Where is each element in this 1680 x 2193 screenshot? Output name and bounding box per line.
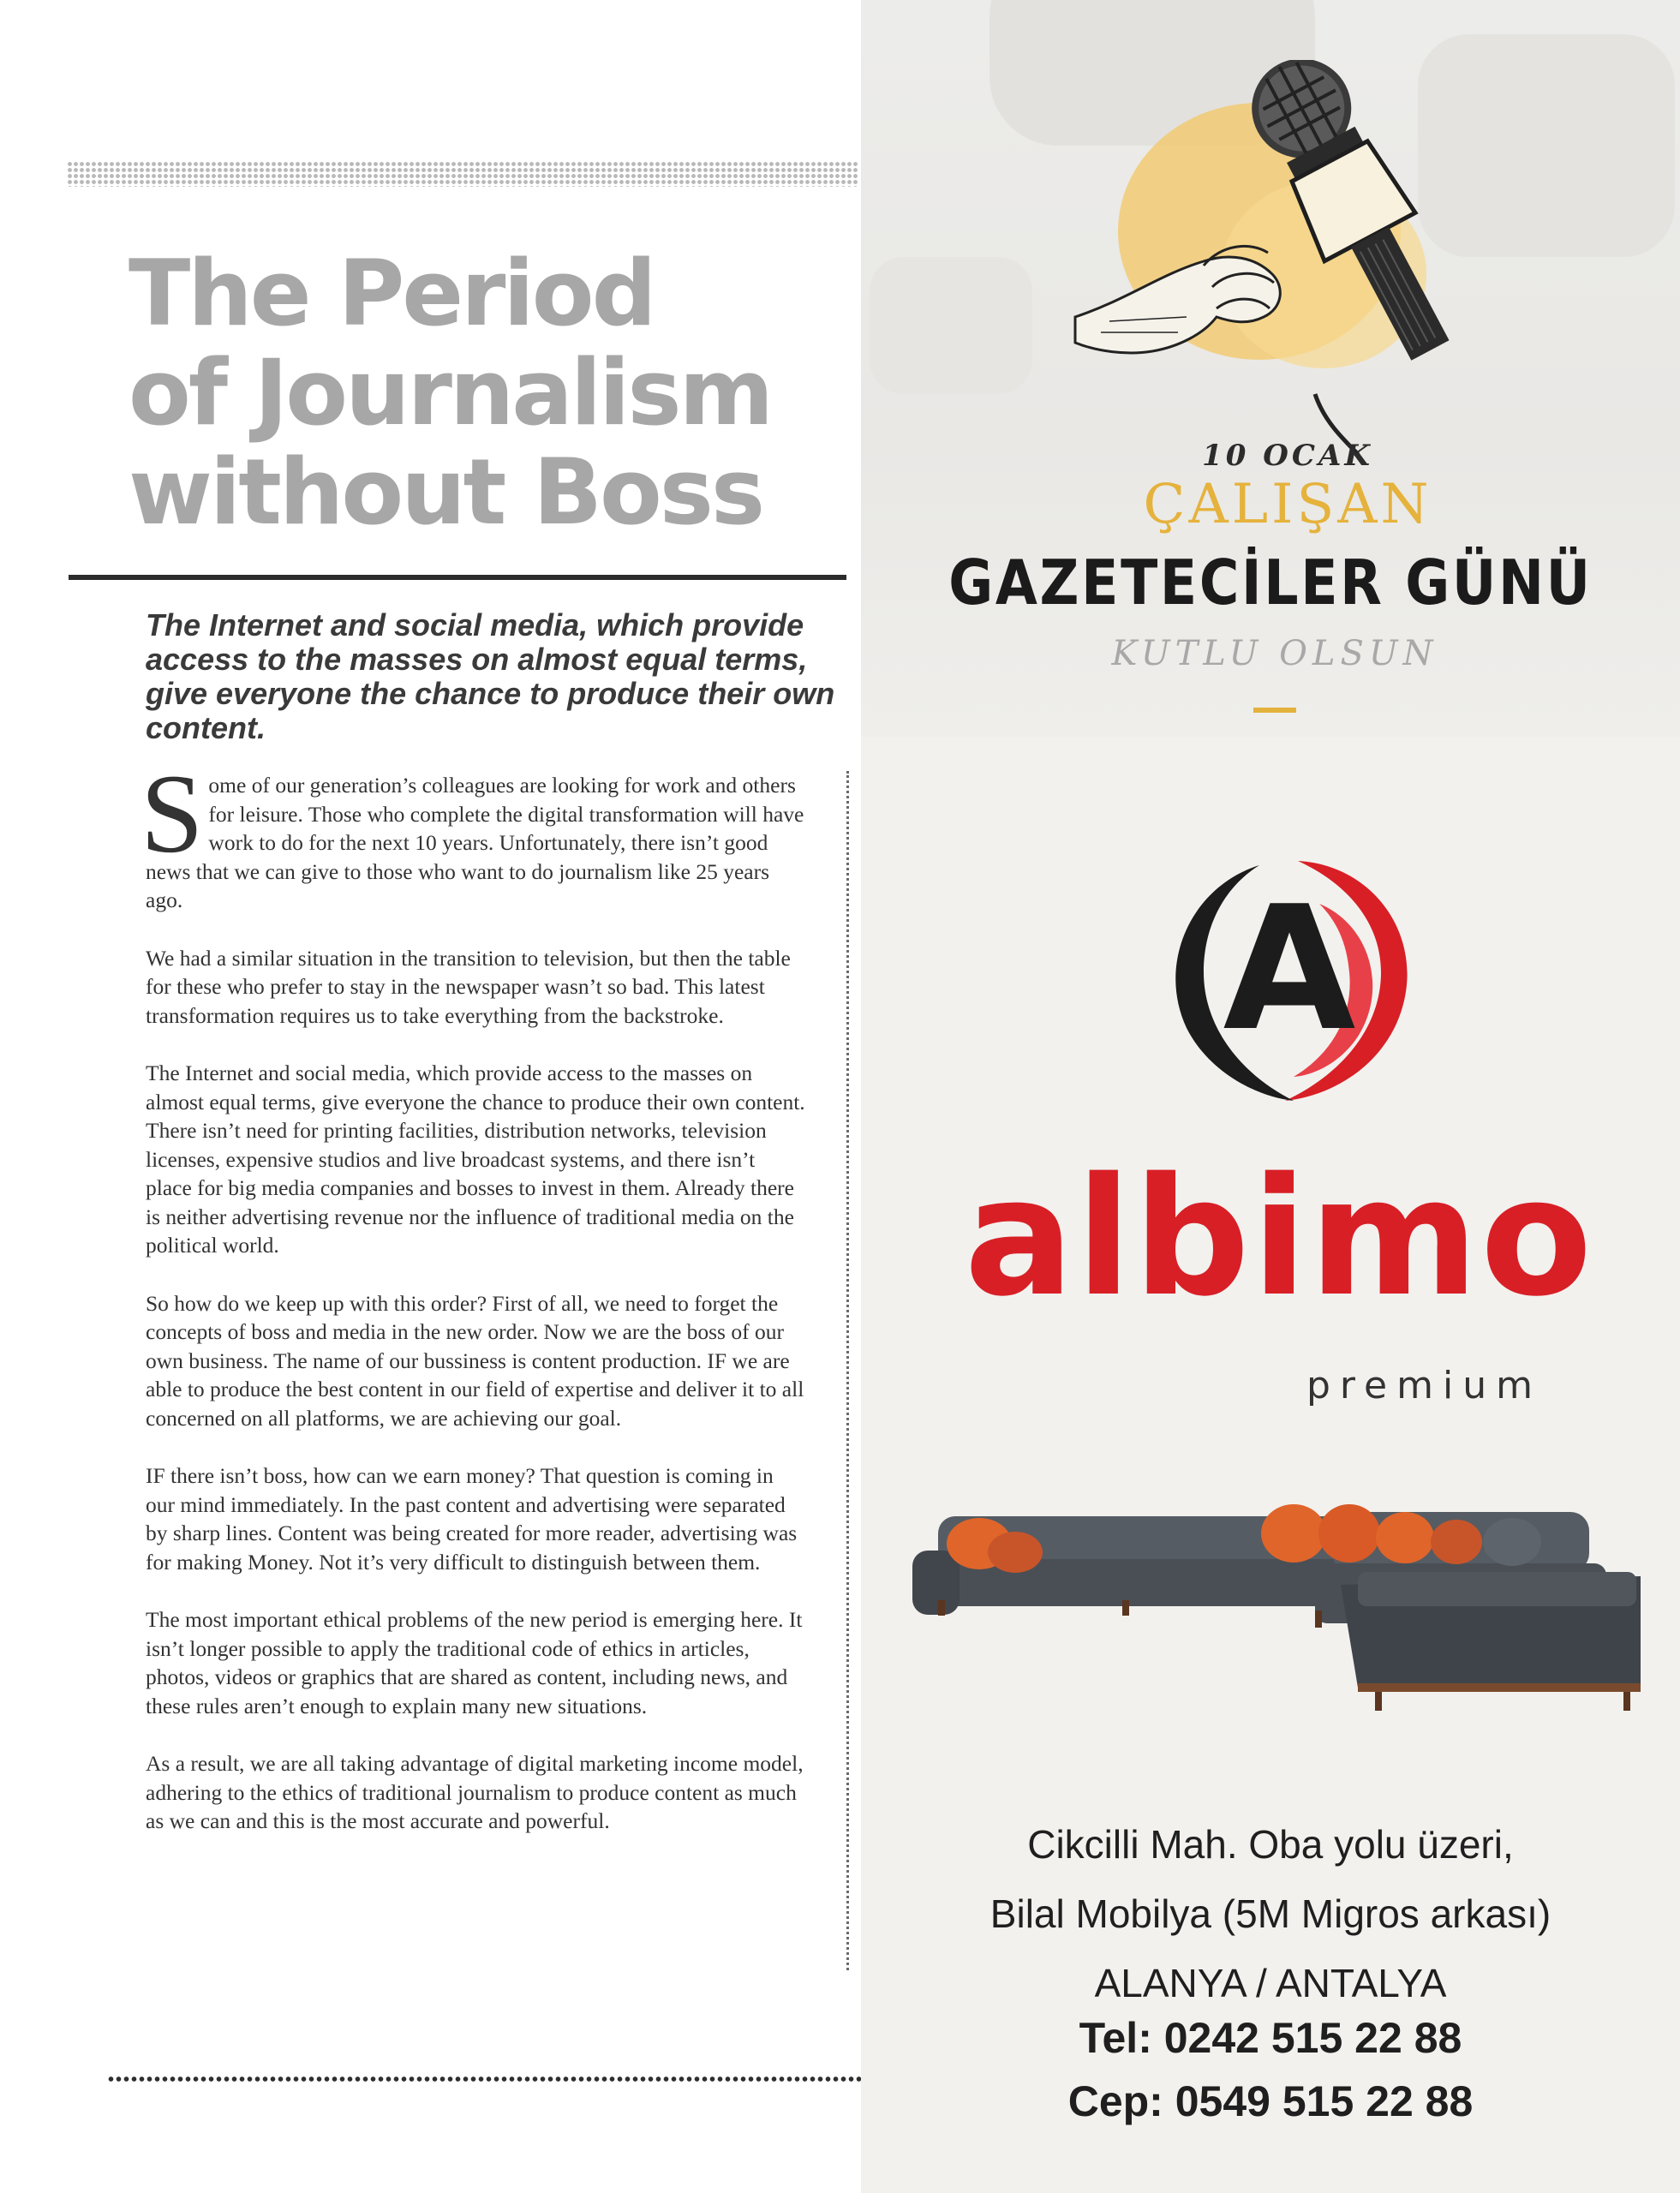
article-standfirst: The Internet and social media, which provide access to the masses on almost equal terms, give everyone the chance to produce their own content. bbox=[146, 607, 835, 745]
microphone-hand-illustration bbox=[1058, 60, 1469, 463]
advertisement-panel bbox=[861, 0, 1680, 2193]
background-blur-shape bbox=[870, 257, 1032, 394]
brand-name: albimo bbox=[964, 1143, 1594, 1332]
headline-line-1: The Period bbox=[129, 241, 655, 346]
sofa-leg bbox=[1315, 1610, 1322, 1628]
body-paragraph: The Internet and social media, which provide access to the masses on almost equal terms, give everyone the chance to produce their own content. There isn’t need for printing facilities, distribution networks, television licenses, expensive studios and live broadcast systems, and there isn’t place for big media companies and bosses to invest in them. Already there is neither advertising revenue nor the influence of traditional media on the political world. bbox=[146, 1061, 805, 1258]
sofa-chaise-top bbox=[1358, 1572, 1636, 1606]
sofa-leg bbox=[1623, 1692, 1630, 1711]
footer-dot-rule bbox=[107, 2075, 861, 2083]
banner-line-2: GAZETECİLER GÜNÜ bbox=[948, 547, 1593, 618]
brand-tagline: premium bbox=[1306, 1364, 1542, 1407]
gray-cushion bbox=[1483, 1518, 1541, 1566]
drop-cap: S bbox=[140, 750, 204, 876]
body-paragraph bbox=[140, 750, 805, 915]
column-divider bbox=[846, 771, 849, 1970]
body-paragraph: We had a similar situation in the transition to television, but then the table for these who prefer to stay in the newspaper wasn’t so bad. This latest transformation requires us to take everything from the backstroke. bbox=[146, 945, 791, 1028]
headline-line-3: without Boss bbox=[129, 439, 763, 545]
orange-cushion bbox=[1376, 1512, 1434, 1563]
phone-number: Tel: 0242 515 22 88 bbox=[1079, 2014, 1462, 2062]
sofa-leg bbox=[1122, 1600, 1129, 1616]
orange-cushion bbox=[988, 1532, 1043, 1573]
sofa-leg bbox=[938, 1600, 945, 1616]
journalists-day-banner bbox=[861, 0, 1680, 737]
first-paragraph-text: ome of our generation’s colleagues are looking for work and others for leisure. Those who complete the digital transformation will have work to do for the next 10 years. Unfortunately, there isn’t good news that we can give to those who want to do journalism like 25 years ago. bbox=[146, 773, 804, 912]
decorative-dot-band bbox=[67, 161, 859, 187]
albimo-logo-icon bbox=[1157, 844, 1422, 1109]
orange-cushion bbox=[1431, 1520, 1482, 1564]
sofa-arm-left bbox=[912, 1551, 960, 1615]
banner-line-3: KUTLU OLSUN bbox=[1111, 634, 1438, 673]
logo-letter: A bbox=[1223, 869, 1356, 1069]
body-paragraph: IF there isn’t boss, how can we earn money? That question is coming in our mind immediately. In the past content and advertising were separated by sharp lines. Content was being created for more reader, advertising was for making Money. Not it’s very difficult to distinguish between them. bbox=[146, 1463, 798, 1575]
sofa-leg bbox=[1375, 1692, 1382, 1711]
article-body bbox=[140, 750, 805, 1865]
orange-cushion bbox=[1318, 1504, 1380, 1563]
mobile-number: Cep: 0549 515 22 88 bbox=[1067, 2077, 1474, 2125]
address-line-3: ALANYA / ANTALYA bbox=[1094, 1961, 1447, 2005]
headline-divider bbox=[69, 575, 846, 580]
body-paragraph: As a result, we are all taking advantage of digital marketing income model, adhering to the ethics of traditional journalism to produce content as much as we can and this is the most accurate and powerful. bbox=[146, 1751, 804, 1833]
body-paragraph: The most important ethical problems of the new period is emerging here. It isn’t longer possible to apply the traditional code of ethics in articles, photos, videos or graphics that are shared as content, including news, and these rules aren’t enough to explain many new situations. bbox=[146, 1607, 803, 1718]
address-line-1: Cikcilli Mah. Oba yolu üzeri, bbox=[1027, 1822, 1514, 1867]
banner-line-1: ÇALIŞAN bbox=[1143, 473, 1432, 536]
corner-sofa-image bbox=[912, 1491, 1649, 1730]
banner-date: 10 OCAK bbox=[1202, 439, 1373, 473]
sofa-base-wood bbox=[1358, 1683, 1641, 1692]
body-paragraph: So how do we keep up with this order? First of all, we need to forget the concepts of boss and media in the new order. Now we are the boss of our own business. The name of our bussiness is content production. IF we are able to produce the best content in our field of expertise and deliver it to all concerned on all platforms, we are achieving our goal. bbox=[146, 1290, 804, 1431]
banner-accent-dash bbox=[1253, 708, 1296, 713]
headline-line-2: of Journalism bbox=[129, 340, 772, 445]
orange-cushion bbox=[1261, 1504, 1326, 1563]
address-line-2: Bilal Mobilya (5M Migros arkası) bbox=[989, 1891, 1551, 1936]
article-headline bbox=[129, 241, 831, 545]
